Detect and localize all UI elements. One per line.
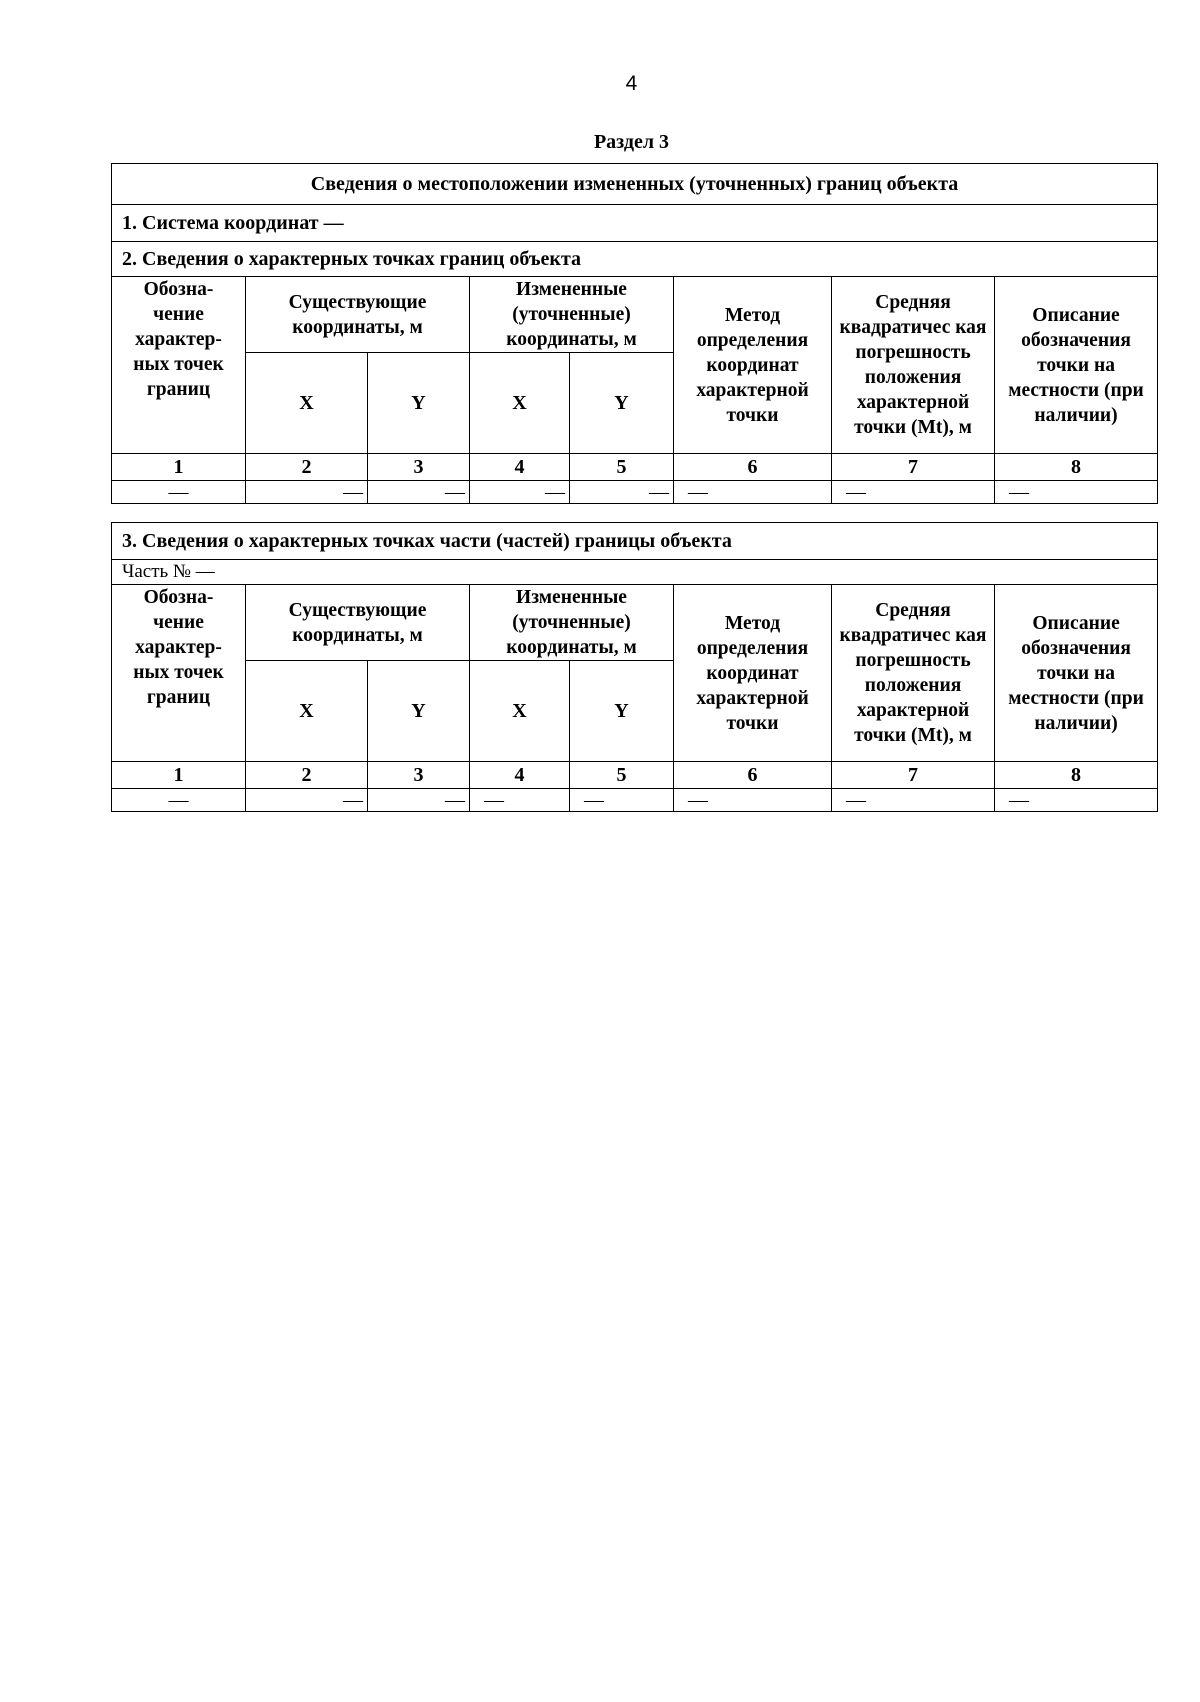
column-number: 3 [368, 454, 470, 481]
points-section-title: 2. Сведения о характерных точках границ объекта [112, 242, 1158, 277]
table-cell: — [368, 481, 470, 504]
header-changed-coords: Измененные (уточненные) координаты, м [470, 277, 674, 353]
header-method: Метод определения координат характерной точки [674, 277, 832, 454]
table-cell: — [674, 789, 832, 812]
table-cell: — [246, 481, 368, 504]
column-numbers-row [112, 762, 1158, 789]
table-cell: — [570, 481, 674, 504]
column-number: 4 [470, 454, 570, 481]
column-numbers-row [112, 454, 1158, 481]
table-cell: — [832, 481, 995, 504]
column-number: 3 [368, 762, 470, 789]
table-cell: — [112, 481, 246, 504]
column-number: 8 [995, 762, 1158, 789]
header-description: Описание обозначения точки на местности (при наличии) [995, 585, 1158, 762]
header-existing-y: Y [368, 661, 470, 762]
column-number: 6 [674, 454, 832, 481]
header-existing-x: X [246, 353, 368, 454]
table-cell: — [832, 789, 995, 812]
coord-system-row: 1. Система координат — [112, 205, 1158, 242]
parts-section-title: 3. Сведения о характерных точках части (частей) границы объекта [112, 523, 1158, 560]
column-number: 4 [470, 762, 570, 789]
table-cell: — [570, 789, 674, 812]
column-number: 8 [995, 454, 1158, 481]
table-row [112, 789, 1158, 812]
column-number: 7 [832, 454, 995, 481]
header-point-designation: Обозна- чение характер- ных точек границ [112, 277, 246, 454]
column-number: 2 [246, 762, 368, 789]
header-existing-y: Y [368, 353, 470, 454]
table-cell: — [368, 789, 470, 812]
table-cell: — [470, 789, 570, 812]
page-number: 4 [625, 72, 638, 95]
column-number: 6 [674, 762, 832, 789]
column-number: 1 [112, 762, 246, 789]
table-row [112, 481, 1158, 504]
header-point-designation: Обозна- чение характер- ных точек границ [112, 585, 246, 762]
column-number: 5 [570, 454, 674, 481]
header-changed-coords: Измененные (уточненные) координаты, м [470, 585, 674, 661]
table-cell: — [995, 481, 1158, 504]
column-number: 2 [246, 454, 368, 481]
header-changed-y: Y [570, 353, 674, 454]
table-cell: — [995, 789, 1158, 812]
column-number: 5 [570, 762, 674, 789]
table-cell: — [674, 481, 832, 504]
part-points-block [111, 522, 1157, 812]
boundary-points-block [111, 163, 1157, 504]
header-existing-coords: Существующие координаты, м [246, 585, 470, 661]
column-number: 1 [112, 454, 246, 481]
header-changed-x: X [470, 661, 570, 762]
table-cell: — [112, 789, 246, 812]
table-cell: — [470, 481, 570, 504]
section-title: Раздел 3 [593, 131, 670, 153]
header-error: Средняя квадратичес кая погрешность положения характерной точки (Mt), м [832, 277, 995, 454]
header-existing-coords: Существующие координаты, м [246, 277, 470, 353]
header-error: Средняя квадратичес кая погрешность положения характерной точки (Mt), м [832, 585, 995, 762]
header-changed-y: Y [570, 661, 674, 762]
part-points-table [111, 522, 1158, 812]
boundary-points-table [111, 163, 1158, 504]
header-method: Метод определения координат характерной точки [674, 585, 832, 762]
table-cell: — [246, 789, 368, 812]
header-description: Описание обозначения точки на местности (при наличии) [995, 277, 1158, 454]
block-title: Сведения о местоположении измененных (уточненных) границ объекта [112, 164, 1158, 205]
header-existing-x: X [246, 661, 368, 762]
column-number: 7 [832, 762, 995, 789]
header-changed-x: X [470, 353, 570, 454]
part-number-row: Часть № — [112, 560, 1158, 585]
